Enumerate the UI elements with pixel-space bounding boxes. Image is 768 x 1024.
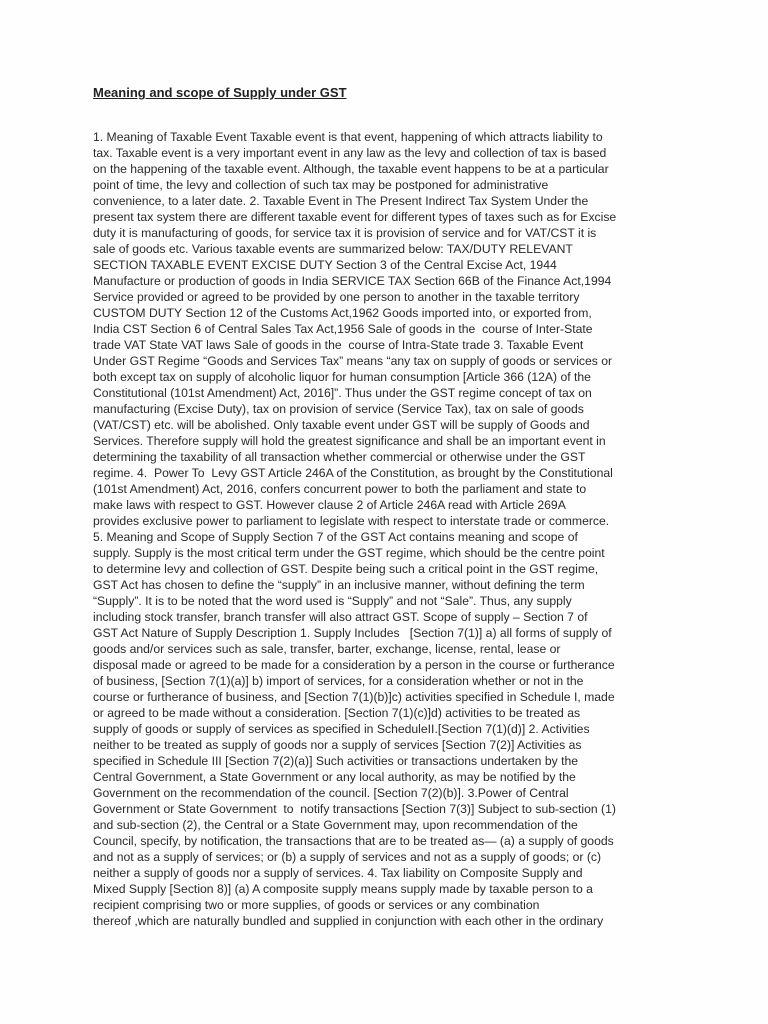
body-text-line: goods and/or services such as sale, transfer, barter, exchange, license, rental, lease or — [93, 642, 561, 656]
body-text-line: Manufacture or production of goods in India SERVICE TAX Section 66B of the Finance Act,1994 — [93, 274, 612, 288]
body-text-line: Government or State Government to notify transactions [Section 7(3)] Subject to sub-section (1) — [93, 802, 616, 816]
body-text-line: India CST Section 6 of Central Sales Tax Act,1956 Sale of goods in the course of Inter-State — [93, 322, 593, 336]
body-text-line: SECTION TAXABLE EVENT EXCISE DUTY Section 3 of the Central Excise Act, 1944 — [93, 258, 557, 272]
body-text-line: on the happening of the taxable event. Although, the taxable event happens to be at a particular — [93, 162, 609, 176]
body-text-line: manufacturing (Excise Duty), tax on provision of service (Service Tax), tax on sale of goods — [93, 402, 584, 416]
body-text-line: present tax system there are different taxable event for different types of taxes such as for Excise — [93, 210, 617, 224]
body-text-line: and not as a supply of services; or (b) a supply of services and not as a supply of goods; or (c) — [93, 850, 602, 864]
body-text-line: Under GST Regime “Goods and Services Tax” means “any tax on supply of goods or services or — [93, 354, 613, 368]
body-text-line: including stock transfer, branch transfer will also attract GST. Scope of supply – Section 7 of — [93, 610, 588, 624]
body-text-line: tax. Taxable event is a very important event in any law as the levy and collection of tax is based — [93, 146, 607, 160]
document-title: Meaning and scope of Supply under GST — [93, 85, 347, 100]
body-text-line: Service provided or agreed to be provided by one person to another in the taxable territory — [93, 290, 580, 304]
body-text-line: supply. Supply is the most critical term under the GST regime, which should be the centre point — [93, 546, 605, 560]
body-text-line: disposal made or agreed to be made for a consideration by a person in the course or furtherance — [93, 658, 615, 672]
body-text-line: specified in Schedule III [Section 7(2)(a)] Such activities or transactions undertaken by the — [93, 754, 579, 768]
body-text-line: convenience, to a later date. 2. Taxable Event in The Present Indirect Tax System Under the — [93, 194, 589, 208]
body-text-line: both except tax on supply of alcoholic liquor for human consumption [Article 366 (12A) of the — [93, 370, 591, 384]
body-text-line: and sub-section (2), the Central or a State Government may, upon recommendation of the — [93, 818, 578, 832]
body-text-line: to determine levy and collection of GST. Despite being such a critical point in the GST regime, — [93, 562, 599, 576]
body-text-line: thereof ,which are naturally bundled and supplied in conjunction with each other in the ordinary — [93, 914, 604, 928]
body-text-line: provides exclusive power to parliament to legislate with respect to interstate trade or commerce. — [93, 514, 610, 528]
body-text-line: 1. Meaning of Taxable Event Taxable event is that event, happening of which attracts liability to — [93, 130, 603, 144]
body-text-line: (101st Amendment) Act, 2016, confers concurrent power to both the parliament and state to — [93, 482, 587, 496]
body-text-line: supply of goods or supply of services as specified in ScheduleII.[Section 7(1)(d)] 2. Activities — [93, 722, 590, 736]
body-text-line: GST Act Nature of Supply Description 1. Supply Includes [Section 7(1)] a) all forms of supply of — [93, 626, 612, 640]
body-text-line: sale of goods etc. Various taxable events are summarized below: TAX/DUTY RELEVANT — [93, 242, 573, 256]
body-text-line: GST Act has chosen to define the “supply” in an inclusive manner, without defining the term — [93, 578, 585, 592]
body-text-line: CUSTOM DUTY Section 12 of the Customs Act,1962 Goods imported into, or exported from, — [93, 306, 592, 320]
body-text-line: duty it is manufacturing of goods, for service tax it is provision of service and for VAT/CST it is — [93, 226, 597, 240]
body-text-line: 5. Meaning and Scope of Supply Section 7 of the GST Act contains meaning and scope of — [93, 530, 578, 544]
body-text-line: regime. 4. Power To Levy GST Article 246A of the Constitution, as brought by the Constitutional — [93, 466, 613, 480]
body-text-line: Constitutional (101st Amendment) Act, 2016]”. Thus under the GST regime concept of tax on — [93, 386, 592, 400]
body-text-line: (VAT/CST) etc. will be abolished. Only taxable event under GST will be supply of Goods and — [93, 418, 590, 432]
body-text-line: Government on the recommendation of the council. [Section 7(2)(b)]. 3.Power of Central — [93, 786, 569, 800]
body-text-line: of business, [Section 7(1)(a)] b) import of services, for a consideration whether or not in the — [93, 674, 584, 688]
body-text-line: trade VAT State VAT laws Sale of goods in the course of Intra-State trade 3. Taxable Event — [93, 338, 584, 352]
body-text-line: Central Government, a State Government or any local authority, as may be notified by the — [93, 770, 576, 784]
body-text-line: Council, specify, by notification, the transactions that are to be treated as— (a) a supply of goods — [93, 834, 614, 848]
body-text-line: Mixed Supply [Section 8)] (a) A composite supply means supply made by taxable person to a — [93, 882, 593, 896]
body-text-line: determining the taxability of all transaction whether commercial or otherwise under the GST — [93, 450, 586, 464]
body-text-line: Services. Therefore supply will hold the greatest significance and shall be an important event in — [93, 434, 606, 448]
body-text-line: or agreed to be made without a consideration. [Section 7(1)(c)]d) activities to be treated as — [93, 706, 581, 720]
body-text-line: point of time, the levy and collection of such tax may be postponed for administrative — [93, 178, 549, 192]
body-text-line: “Supply”. It is to be noted that the word used is “Supply” and not “Sale”. Thus, any supply — [93, 594, 572, 608]
body-text-line: course or furtherance of business, and [Section 7(1)(b)]c) activities specified in Schedule I, made — [93, 690, 615, 704]
document-body — [93, 129, 693, 929]
body-text-line: recipient comprising two or more supplies, of goods or services or any combination — [93, 898, 540, 912]
body-text-line: neither to be treated as supply of goods nor a supply of services [Section 7(2)] Activities as — [93, 738, 582, 752]
body-text-line: make laws with respect to GST. However clause 2 of Article 246A read with Article 269A — [93, 498, 566, 512]
body-text-line: neither a supply of goods nor a supply of services. 4. Tax liability on Composite Supply and — [93, 866, 583, 880]
